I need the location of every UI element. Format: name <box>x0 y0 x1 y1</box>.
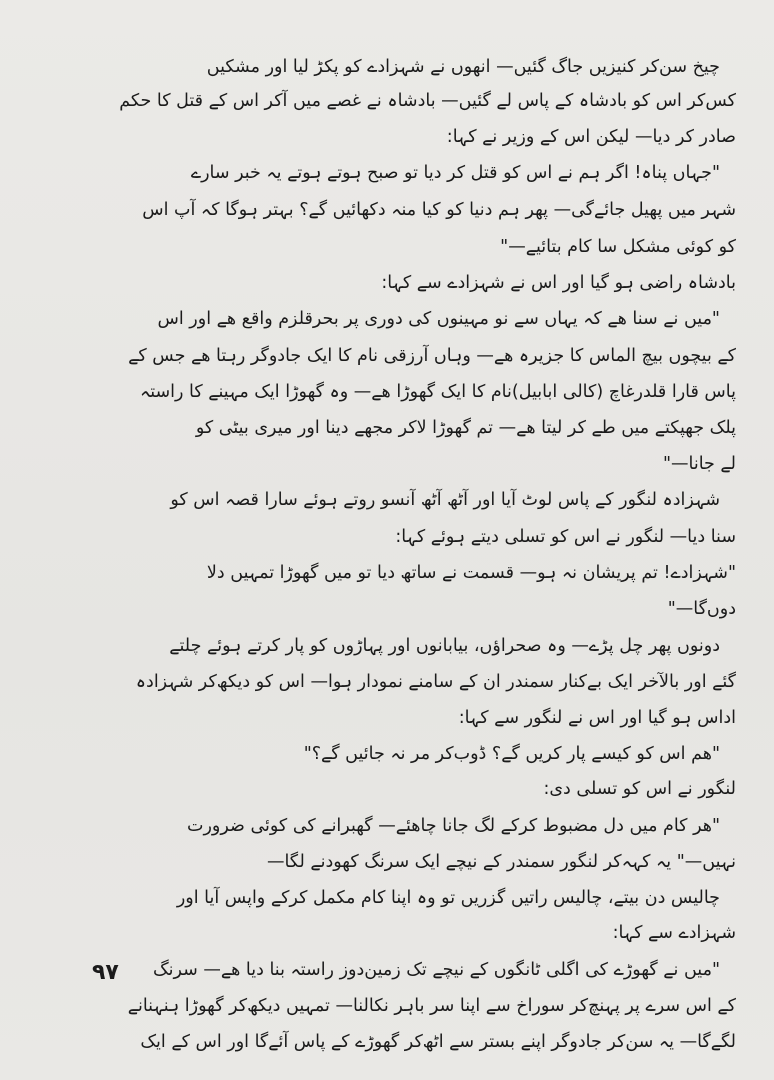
text-line: چیخ سن‌کر کنیزیں جاگ گئیں— انھوں نے شہزادے کو پکڑ لیا اور مشکیں <box>206 57 720 77</box>
text-line: شہزادہ لنگور کے پاس لوٹ آیا اور آٹھ آٹھ آنسو روتے ہوئے سارا قصہ اس کو <box>170 490 720 510</box>
text-line: صادر کر دیا— لیکن اس کے وزیر نے کہا: <box>446 127 736 147</box>
text-line: شہر میں پھیل جائےگی— پھر ہم دنیا کو کیا منہ دکھائیں گے؟ بہتر ہوگا کہ آپ اس <box>142 200 736 220</box>
text-line: "ھر کام میں دل مضبوط کرکے لگ جانا چاھئے— گھبرانے کی کوئی ضرورت <box>186 816 720 836</box>
text-line: گئے اور بالآخر ایک بےکنار سمندر ان کے سامنے نمودار ہوا— اس کو دیکھ‌کر شہزادہ <box>135 672 736 692</box>
text-line: کے بیچوں بیچ الماس کا جزیرہ ھے— وہاں آرزقی نام کا ایک جادوگر رہتا ھے جس کے <box>128 346 736 366</box>
text-line: کس‌کر اس کو بادشاہ کے پاس لے گئیں— بادشاہ نے غصے میں آکر اس کے قتل کا حکم <box>119 91 736 111</box>
text-line: کے اس سرے پر پہنچ‌کر سوراخ سے اپنا سر باہر نکالنا— تمہیں دیکھ‌کر گھوڑا ہنہنانے <box>127 996 736 1016</box>
page-number: ۹۷ <box>92 960 119 985</box>
text-line: لنگور نے اس کو تسلی دی: <box>543 779 736 799</box>
text-line: بادشاہ راضی ہو گیا اور اس نے شہزادے سے کہا: <box>381 273 736 293</box>
text-line: شہزادے سے کہا: <box>612 923 736 943</box>
text-line: پلک جھپکتے میں طے کر لیتا ھے— تم گھوڑا لاکر مجھے دینا اور میری بیٹی کو <box>195 418 736 438</box>
text-line: لگےگا— یہ سن‌کر جادوگر اپنے بستر سے اٹھ‌کر گھوڑے کے پاس آئےگا اور اس کے ایک <box>140 1032 736 1052</box>
text-line: نہیں—" یہ کہہ‌کر لنگور سمندر کے نیچے ایک سرنگ کھودنے لگا— <box>266 852 736 872</box>
text-line: "میں نے سنا ھے کہ یہاں سے نو مہینوں کی دوری پر بحرقلزم واقع ھے اور اس <box>157 309 720 329</box>
text-line: سنا دیا— لنگور نے اس کو تسلی دیتے ہوئے کہا: <box>395 527 736 547</box>
text-line: لے جانا—" <box>662 454 736 474</box>
text-line: اداس ہو گیا اور اس نے لنگور سے کہا: <box>458 708 736 728</box>
text-line: پاس قارا قلدرغاچ (کالی ابابیل)نام کا ایک گھوڑا ھے— وہ گھوڑا ایک مہینے کا راستہ <box>139 382 736 402</box>
text-line: کو کوئی مشکل سا کام بتائیے—" <box>500 237 736 257</box>
text-line: دوں‌گا—" <box>667 599 736 619</box>
text-line: "میں نے گھوڑے کی اگلی ٹانگوں کے نیچے تک زمین‌دوز راستہ بنا دیا ھے— سرنگ <box>152 960 720 980</box>
text-line: "جہاں پناہ! اگر ہم نے اس کو قتل کر دیا تو صبح ہوتے ہوتے یہ خبر سارے <box>190 163 720 183</box>
text-line: چالیس دن بیتے، چالیس راتیں گزریں تو وہ اپنا کام مکمل کرکے واپس آیا اور <box>176 888 720 908</box>
text-line: دونوں پھر چل پڑے— وہ صحراؤں، بیابانوں اور پہاڑوں کو پار کرتے ہوئے چلتے <box>169 636 720 656</box>
text-line: "شہزادے! تم پریشان نہ ہو— قسمت نے ساتھ دیا تو میں گھوڑا تمہیں دلا <box>206 563 736 583</box>
text-line: "ھم اس کو کیسے پار کریں گے؟ ڈوب‌کر مر نہ جائیں گے؟" <box>303 744 720 764</box>
